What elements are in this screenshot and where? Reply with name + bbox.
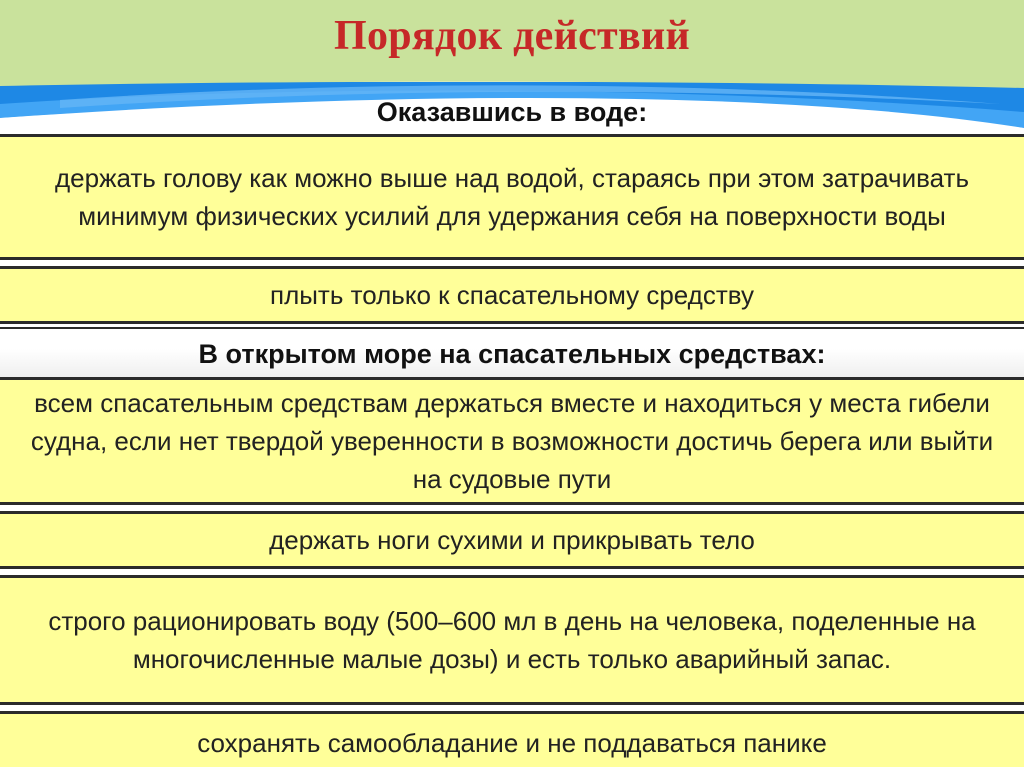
band-text: строго рационировать воду (500–600 мл в день на человека, поделенные на многочисленные малые дозы) и есть только аварийный запас. [48,606,976,674]
band-in-water-2 [0,266,1024,324]
title-bar [0,0,1024,78]
band-open-sea-3 [0,575,1024,705]
band-open-sea-2 [0,511,1024,569]
band-open-sea-4 [0,711,1024,767]
band-text: держать ноги сухими и прикрывать тело [269,525,755,555]
band-text: сохранять самообладание и не поддаваться панике [197,728,827,758]
band-in-water-1 [0,134,1024,260]
band-open-sea-1 [0,377,1024,505]
band-text: плыть только к спасательному средству [269,280,755,310]
slide-title: Порядок действий [334,13,690,59]
band-text: держать голову как можно выше над водой, стараясь при этом затрачивать минимум физических усилий для удержания себя на поверхности воды [55,163,969,231]
section-heading-in-water: Оказавшись в воде: [376,96,648,127]
band-text: всем спасательным средствам держаться вместе и находиться у места гибели судна, если нет твердой уверенности в возможности достичь берега или выйти на судовые пути [30,388,994,494]
section-heading-open-sea: В открытом море на спасательных средствах: [0,327,1024,379]
